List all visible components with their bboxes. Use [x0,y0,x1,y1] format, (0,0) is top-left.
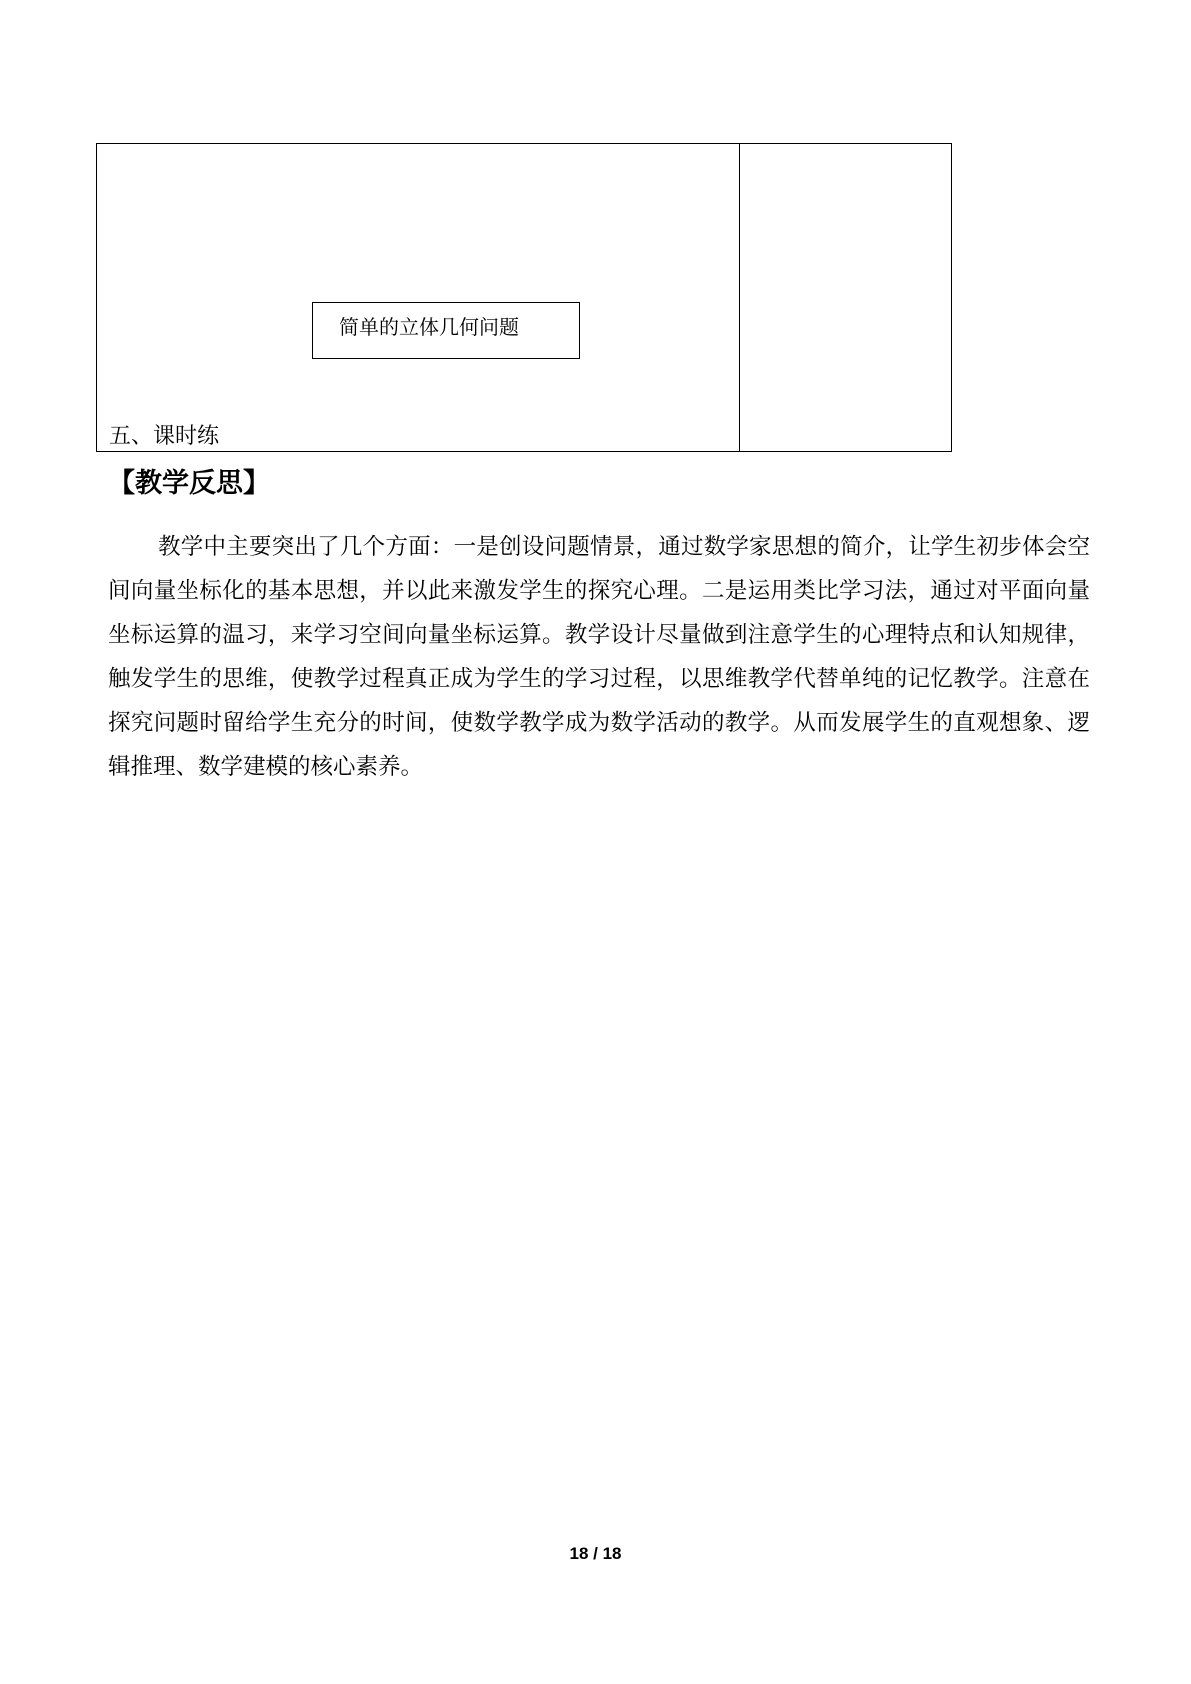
topic-box [312,302,580,359]
topic-box-label: 简单的立体几何问题 [339,315,519,339]
table-notes-cell [740,144,951,451]
reflection-title: 【教学反思】 [108,468,270,499]
table-content-cell [97,144,740,451]
section-heading: 五、课时练 [109,424,220,449]
reflection-paragraph: 教学中主要突出了几个方面：一是创设问题情景，通过数学家思想的简介，让学生初步体会空间向量坐标化的基本思想，并以此来激发学生的探究心理。二是运用类比学习法，通过对平面向量坐标运算的温习，来学习空间向量坐标运算。教学设计尽量做到注意学生的心理特点和认知规律，触发学生的思维，使教学过程真正成为学生的学习过程，以思维教学代替单纯的记忆教学。注意在探究问题时留给学生充分的时间，使数学教学成为数学活动的教学。从而发展学生的直观想象、逻辑推理、数学建模的核心素养。 [108,534,1090,780]
lesson-table [96,143,952,452]
page-number: 18 / 18 [569,1544,622,1563]
